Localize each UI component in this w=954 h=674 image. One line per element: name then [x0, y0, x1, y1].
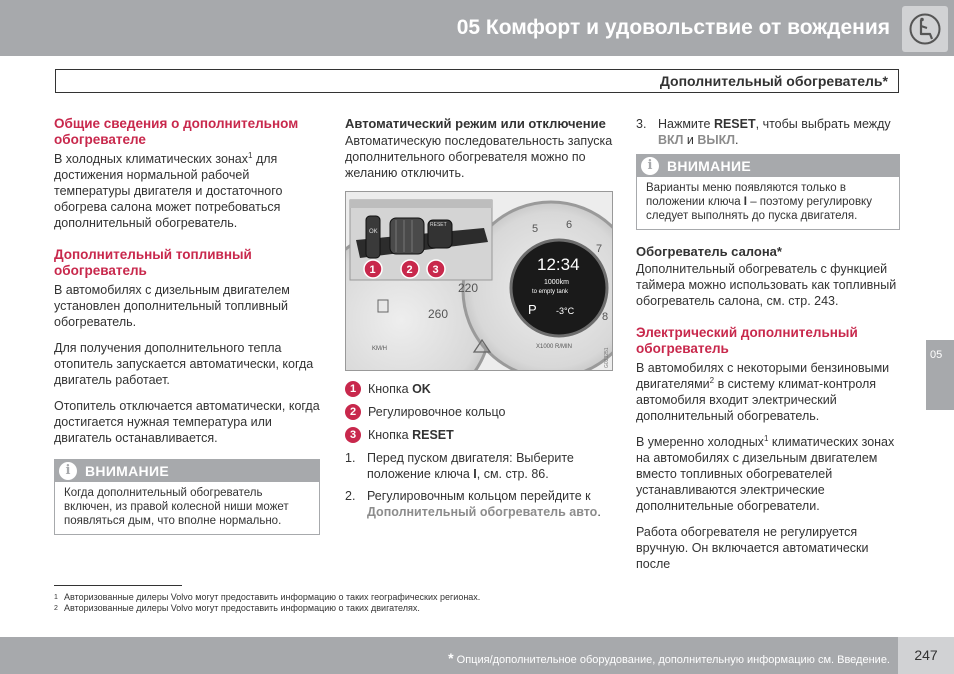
section-title-bar: [55, 69, 899, 93]
paragraph-moderate-cold: [636, 434, 900, 514]
text-fragment: , чтобы выбрать между: [755, 117, 891, 131]
text-fragment: Варианты меню появляются только в положении ключа: [646, 182, 846, 208]
paragraph-auto-sequence: Автоматическую последовательность запуска дополнительного обогревателя можно по желанию отключить.: [345, 134, 613, 180]
speed-unit: KM/H: [372, 346, 387, 352]
page-header: [0, 0, 954, 56]
display-range-label: to empty tank: [532, 289, 569, 295]
paragraph-extra-heat: Для получения дополнительного тепла отопитель запускается автоматически, когда двигатель работает.: [54, 341, 314, 387]
legend-bold: RESET: [412, 428, 454, 442]
legend-text: Кнопка: [368, 428, 413, 442]
display-gear: P: [528, 302, 537, 317]
step-number: 2.: [345, 489, 356, 503]
chapter-title: 05 Комфорт и удовольствие от вождения: [456, 16, 890, 39]
display-clock: 12:34: [537, 255, 580, 274]
paragraph-auto-off: Отопитель отключается автоматически, когда достигается нужная температура или двигатель останавливается.: [54, 399, 320, 445]
legend-reset-button: [345, 427, 613, 444]
speed-260: 260: [428, 307, 449, 321]
option-on: ВКЛ: [658, 133, 684, 147]
footnote-ref: 2: [709, 375, 715, 385]
chapter-side-tab: [926, 340, 954, 410]
legend-bold: OK: [412, 382, 431, 396]
footer-note: [448, 650, 890, 666]
chapter-tab-label: 05: [930, 349, 943, 361]
adjust-ring-shape: [390, 218, 424, 254]
text-fragment: Перед пуском двигателя: Выберите положение ключа: [367, 451, 574, 481]
legend-text: Кнопка: [368, 382, 413, 396]
step-number: 1.: [345, 451, 356, 465]
badge-3-label: 3: [432, 264, 439, 276]
warning-text: Когда дополнительный обогреватель включен, из правой колесной ниши может появляться дым, что вполне нормально.: [64, 487, 289, 527]
warning-box-key-position: [636, 154, 900, 230]
column-2: [345, 116, 613, 526]
section-title: Дополнительный обогреватель*: [659, 73, 888, 89]
footnote-1: [54, 592, 480, 603]
text-fragment: .: [735, 133, 739, 147]
footnotes: [54, 592, 480, 614]
display-temp: -3°C: [556, 306, 575, 316]
heading-auto-mode: Автоматический режим или отключение: [345, 116, 606, 131]
warning-text: [637, 177, 899, 229]
key-position: I: [473, 467, 477, 481]
text-fragment: .: [597, 505, 601, 519]
paragraph-cold-climate: [54, 151, 320, 231]
paragraph-diesel: В автомобилях с дизельным двигателем установлен дополнительный топливный обогреватель.: [54, 283, 290, 329]
reset-text: RESET: [713, 117, 756, 131]
text-fragment: В автомобилях с некоторыми бензиновыми двигателями: [636, 361, 890, 391]
page-number: 247: [898, 637, 954, 674]
footnote-divider: [54, 585, 182, 586]
key-position: I: [743, 196, 747, 208]
rpm-6: 6: [566, 219, 573, 231]
column-3: [636, 116, 900, 582]
text-fragment: – поэтому регулировку следует выполнять до пуска двигателя.: [646, 196, 872, 222]
dashboard-svg: [346, 192, 613, 371]
ok-button-shape: [366, 216, 380, 258]
warning-header: [637, 155, 899, 177]
display-range-value: 1000km: [544, 279, 569, 286]
reset-label: RESET: [430, 222, 447, 228]
step-1: [345, 450, 613, 482]
text-fragment: для достижения нормальной рабочей температуры двигателя и достаточного обогрева салона может потребоваться дополнительный обогреватель.: [54, 152, 283, 230]
step-3: [636, 116, 900, 148]
rpm-unit: X1000 R/MIN: [536, 344, 573, 350]
heading-electric-heater: Электрический дополнительный обогреватель: [636, 325, 858, 356]
legend-number: 1: [345, 381, 361, 397]
text-fragment: В холодных климатических зонах: [54, 152, 249, 166]
text-fragment: В умеренно холодных: [636, 435, 764, 449]
rpm-5: 5: [532, 223, 539, 235]
footnote-2: [54, 603, 480, 614]
paragraph-auto-start: Работа обогревателя не регулируется вручную. Он включается автоматически после: [636, 525, 869, 571]
heading-general-info: Общие сведения о дополнительном обогревателе: [54, 116, 299, 147]
footnote-text: Авторизованные дилеры Volvo могут предоставить информацию о таких двигателях.: [64, 603, 420, 613]
heading-cabin-heater: Обогреватель салона*: [636, 244, 782, 259]
footnote-number: 1: [54, 594, 58, 601]
badge-1-label: 1: [369, 264, 376, 276]
text-fragment: климатических зонах на автомобилях с дизельным двигателем вместо топливных обогревателей устанавливаются электрические дополнительные обогреватели.: [636, 435, 895, 513]
step-2: [345, 488, 613, 520]
rpm-7: 7: [596, 243, 603, 255]
footnote-ref: 1: [763, 433, 769, 443]
figure-code: G033251: [604, 347, 610, 368]
legend-number: 3: [345, 427, 361, 443]
column-1: [54, 116, 320, 535]
stalk-panel-top: [350, 200, 492, 208]
footnote-text: Авторизованные дилеры Volvo могут предоставить информацию о таких географических регионах.: [64, 592, 481, 602]
text-fragment: Нажмите: [658, 117, 714, 131]
warning-title: ВНИМАНИЕ: [667, 158, 751, 174]
ok-label: OK: [369, 229, 378, 235]
step-number: 3.: [636, 117, 647, 131]
warning-header: [55, 460, 319, 482]
legend-adjust-ring: [345, 404, 613, 421]
text-fragment: Регулировочным кольцом перейдите к: [367, 489, 591, 503]
footnote-number: 2: [54, 605, 58, 612]
speed-220: 220: [458, 281, 479, 295]
dashboard-illustration: [345, 191, 613, 371]
legend-text: Регулировочное кольцо: [368, 405, 506, 419]
steps-list-continued: [636, 116, 900, 148]
badge-2-label: 2: [406, 264, 413, 276]
legend-ok-button: [345, 381, 613, 398]
steps-list: [345, 450, 613, 520]
option-off: ВЫКЛ: [697, 133, 736, 147]
text-fragment: в систему климат-контроля автомобиля входит электрический дополнительный обогреватель.: [636, 377, 877, 423]
text-fragment: , см. стр. 86.: [476, 467, 549, 481]
footer-note-text: Опция/дополнительное оборудование, дополнительную информацию см. Введение.: [453, 654, 890, 666]
paragraph-cabin-heater: Дополнительный обогреватель с функцией таймера можно использовать как топливный обогреватель салона, см. стр. 243.: [636, 262, 897, 308]
rpm-8: 8: [602, 311, 609, 323]
warning-title: ВНИМАНИЕ: [85, 463, 169, 479]
asterisk: *: [448, 650, 454, 666]
footnote-ref: 1: [248, 150, 253, 160]
warning-box-smoke: [54, 459, 320, 535]
legend-number: 2: [345, 404, 361, 420]
info-icon: i: [59, 462, 77, 480]
info-icon: i: [641, 157, 659, 175]
page-footer: [0, 637, 954, 674]
text-fragment: и: [683, 133, 698, 147]
paragraph-petrol-engines: [636, 360, 900, 424]
chapter-icon-box: [902, 6, 948, 52]
menu-item-name: Дополнительный обогреватель авто: [367, 505, 598, 519]
car-seat-icon: [909, 13, 941, 45]
heading-fuel-heater: Дополнительный топливный обогреватель: [54, 247, 252, 278]
